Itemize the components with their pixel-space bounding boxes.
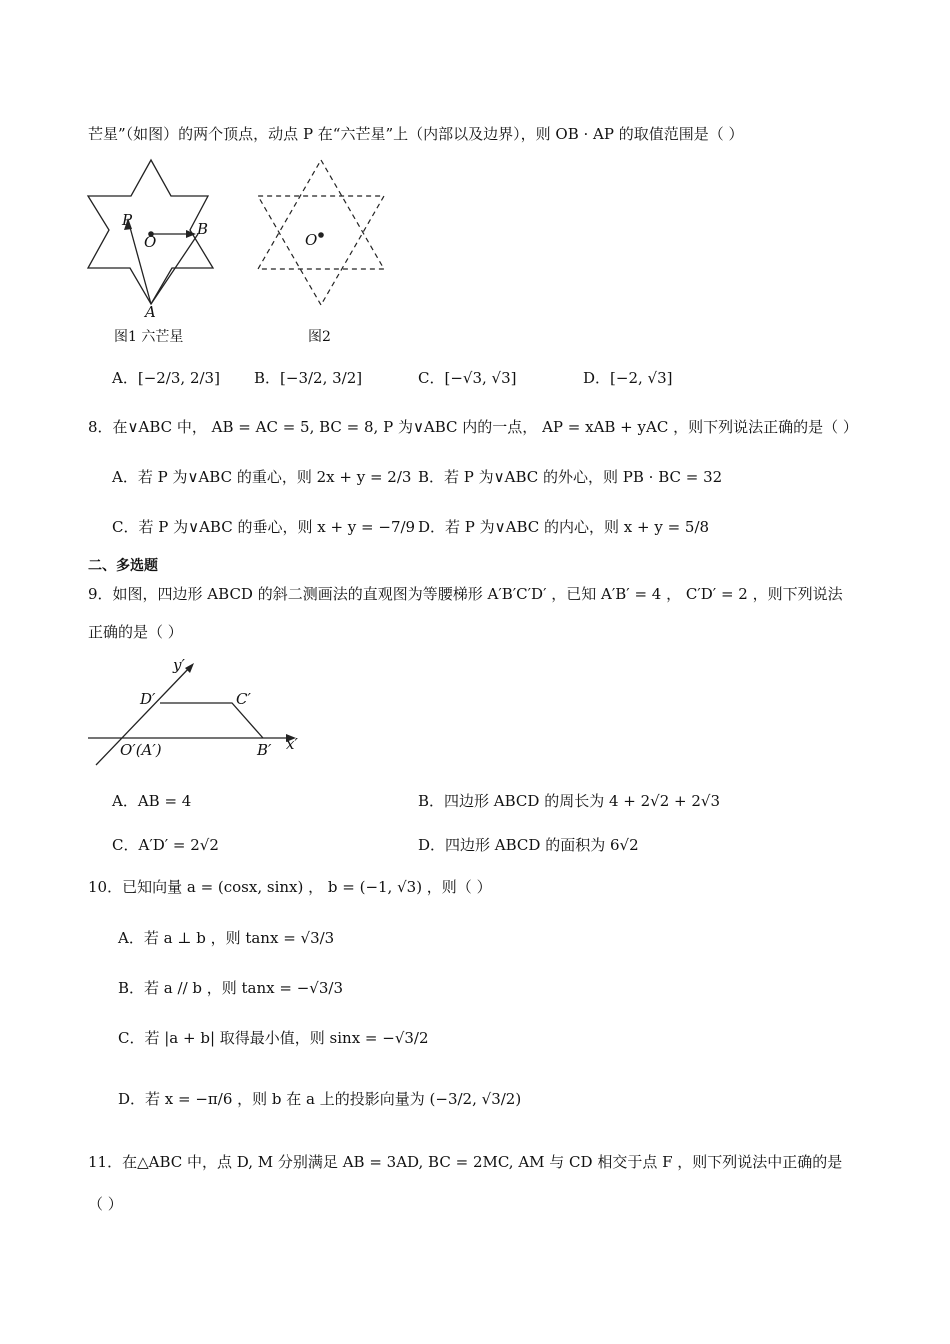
label-O-prime-A-prime: O′(A′)	[120, 741, 162, 759]
label-x-axis: x′	[286, 735, 298, 753]
q9-option-b[interactable]: B．四边形 ABCD 的周长为 4 + 2√2 + 2√3	[418, 792, 721, 810]
label-O-fig2: O	[305, 231, 318, 249]
label-P: P	[122, 211, 133, 229]
label-D-prime: D′	[140, 690, 156, 708]
q10-option-b[interactable]: B．若 a // b ，则 tanx = −√3/3	[118, 979, 343, 997]
section-heading-multiple-choice: 二、多选题	[88, 558, 158, 574]
q8-option-c[interactable]: C．若 P 为∨ABC 的垂心，则 x + y = −7/9	[112, 518, 416, 536]
q7-option-d[interactable]: D．[−2, √3]	[583, 369, 673, 387]
q9-option-c[interactable]: C．A′D′ = 2√2	[112, 836, 219, 854]
label-y-axis: y′	[173, 656, 185, 674]
label-C-prime: C′	[236, 690, 251, 708]
q10-option-c[interactable]: C．若 |a + b| 取得最小值，则 sinx = −√3/2	[118, 1029, 429, 1047]
label-O: O	[144, 233, 157, 251]
label-A: A	[145, 303, 156, 321]
q7-option-c[interactable]: C．[−√3, √3]	[418, 369, 517, 387]
q8-option-a[interactable]: A．若 P 为∨ABC 的重心，则 2x + y = 2/3	[112, 468, 412, 486]
q11-stem: 11．在△ABC 中，点 D, M 分别满足 AB = 3AD, BC = 2MC, AM 与 CD 相交于点 F ，则下列说法中正确的是	[88, 1153, 843, 1171]
label-B: B	[197, 220, 209, 238]
q9-option-d[interactable]: D．四边形 ABCD 的面积为 6√2	[418, 836, 639, 854]
q10-stem: 10．已知向量 a = (cosx, sinx) ， b = (−1, √3) ，则（ ）	[88, 878, 492, 896]
q9-stem-line2: 正确的是（ ）	[88, 623, 183, 641]
q11-stem-line2: （ ）	[88, 1195, 123, 1213]
figure-2-caption: 图2	[308, 329, 331, 345]
q7-stem: 芒星”（如图）的两个顶点，动点 P 在“六芒星”上（内部以及边界），则 OB · AP 的取值范围是（ ）	[88, 125, 744, 143]
figure-1-caption: 图1 六芒星	[114, 329, 184, 345]
label-B-prime: B′	[257, 741, 272, 759]
q8-stem: 8．在∨ABC 中， AB = AC = 5, BC = 8, P 为∨ABC 内的一点， AP = xAB + yAC ，则下列说法正确的是（ ）	[88, 418, 858, 436]
hexagram-figure-2	[250, 150, 400, 320]
q9-stem-line1: 9．如图，四边形 ABCD 的斜二测画法的直观图为等腰梯形 A′B′C′D′ ，已知 A′B′ = 4 ， C′D′ = 2 ，则下列说法	[88, 585, 843, 603]
q7-option-b[interactable]: B．[−3/2, 3/2]	[254, 369, 363, 387]
trapezoid-figure	[80, 650, 320, 775]
q8-option-d[interactable]: D．若 P 为∨ABC 的内心，则 x + y = 5/8	[418, 518, 710, 536]
q10-option-a[interactable]: A．若 a ⊥ b ，则 tanx = √3/3	[118, 929, 335, 947]
q9-option-a[interactable]: A．AB = 4	[112, 792, 192, 810]
q8-option-b[interactable]: B．若 P 为∨ABC 的外心，则 PB · BC = 32	[418, 468, 723, 486]
q10-option-d[interactable]: D．若 x = −π/6 ，则 b 在 a 上的投影向量为 (−3/2, √3/2)	[118, 1090, 522, 1108]
q7-option-a[interactable]: A．[−2/3, 2/3]	[112, 369, 220, 387]
